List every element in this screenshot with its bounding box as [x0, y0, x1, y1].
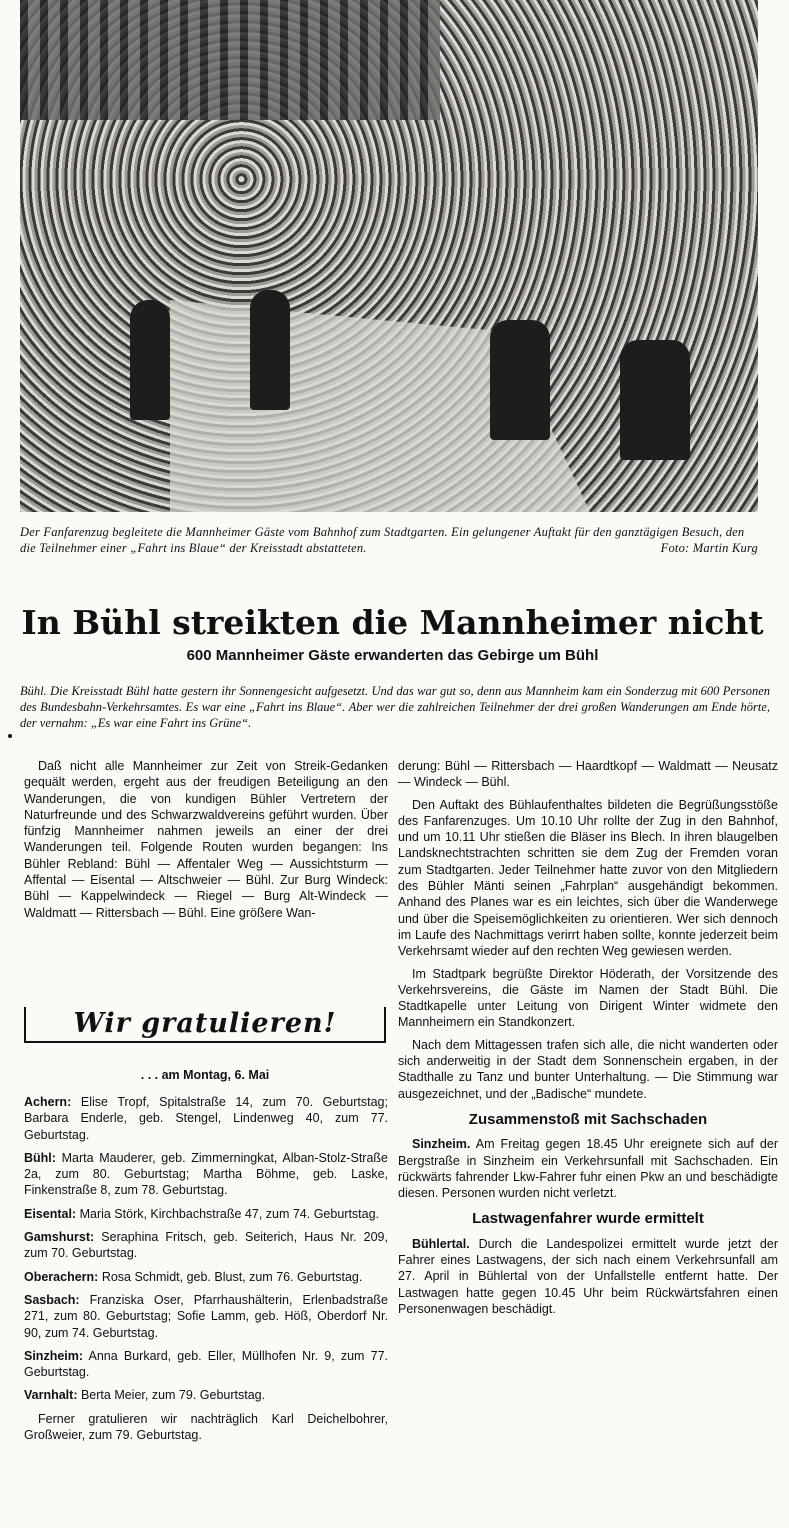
congrats-text: Maria Störk, Kirchbachstraße 47, zum 74. Geburtstag. — [76, 1206, 380, 1221]
congrats-place: Varnhalt: — [24, 1388, 78, 1403]
photo-figure — [620, 340, 690, 460]
news2-text: Durch die Landespolizei ermittelt wurde jetzt der Fahrer eines Lastwagens, der sich nach einem Verkehrsunfall am 27. April in Bühlertal von der Unfallstelle entfernt hatte. Der Lastwagen hatte gegen 10.45 Uhr beim Rückwärtsfahren einen Personenwagen beschädigt. — [398, 1236, 778, 1316]
article-right-column — [398, 758, 778, 1323]
news-photo — [20, 0, 758, 512]
article-subheadline: 600 Mannheimer Gäste erwanderten das Gebirge um Bühl — [186, 647, 599, 664]
article-lead: Bühl. Die Kreisstadt Bühl hatte gestern ihr Sonnengesicht aufgesetzt. Und das war gut so, denn aus Mannheim kam ein Sonderzug mit 600 Personen des Bundesbahn-Verkehrsamtes. Es war eine „Fahrt ins Blaue“. Aber wer die zahlreichen Teilnehmer der drei großen Wanderungen am Ende hörte, der vernahm: „Es war eine Fahrt ins Grüne“. — [20, 684, 770, 730]
congrats-place: Sinzheim: — [24, 1348, 84, 1363]
congrats-entry — [24, 1269, 388, 1285]
news2-headline: Lastwagenfahrer wurde ermittelt — [472, 1210, 704, 1228]
congrats-text: Anna Burkard, geb. Eller, Müllhofen Nr. 9, zum 77. Geburtstag. — [24, 1348, 388, 1380]
margin-dot — [8, 734, 12, 738]
congrats-entry — [24, 1094, 388, 1143]
congrats-place: Gamshurst: — [24, 1230, 95, 1245]
congrats-entry — [24, 1150, 388, 1199]
congrats-place: Oberachern: — [24, 1269, 99, 1284]
congrats-banner — [24, 1007, 386, 1043]
congrats-date: . . . am Montag, 6. Mai — [140, 1068, 270, 1082]
photo-figure — [490, 320, 550, 440]
congrats-text: Franziska Oser, Pfarrhaushälterin, Erlenbadstraße 271, zum 80. Geburtstag; Sofie Lamm, geb. Höß, Oberdorf Nr. 90, zum 74. Geburtstag. — [24, 1292, 388, 1340]
article-left-column — [24, 758, 388, 927]
congrats-entry — [24, 1229, 388, 1262]
news1-place: Sinzheim. — [412, 1137, 471, 1152]
congrats-text: Berta Meier, zum 79. Geburtstag. — [77, 1388, 266, 1403]
congrats-footer: Ferner gratulieren wir nachträglich Karl Deichelbohrer, Großweier, zum 79. Geburtstag. — [24, 1411, 388, 1443]
news2-place: Bühlertal. — [412, 1236, 470, 1251]
congrats-text: Elise Tropf, Spitalstraße 14, zum 70. Geburtstag; Barbara Enderle, geb. Stengel, Lindenweg 40, zum 77. Geburtstag. — [24, 1095, 388, 1142]
congrats-text: Rosa Schmidt, geb. Blust, zum 76. Geburtstag. — [98, 1269, 363, 1284]
article-paragraph: Daß nicht alle Mannheimer zur Zeit von Streik-Gedanken gequält werden, ergeht aus der freudigen Beteiligung an den Wanderungen, die von kundigen Bühler Vertretern der Naturfreunde und des Schwarzwaldvereins geführt wurden. Über fünfzig Mannheimer nahmen jeweils an einer der drei Wanderungen teil. Folgende Routen wurden begangen: Ins Bühler Rebland: Bühl — Affentaler Weg — Aussichtsturm — Affental — Eisental — Altschweier — Bühl. Zur Burg Windeck: Bühl — Kappelwindeck — Riegel — Burg Alt-Windeck — Waldmatt — Rittersbach — Bühl. Eine größere Wan- — [24, 759, 388, 920]
congrats-title: Wir gratulieren! — [73, 1008, 337, 1039]
news2-paragraph — [398, 1236, 778, 1317]
photo-figure — [130, 300, 170, 420]
congrats-place: Sasbach: — [24, 1292, 80, 1307]
congrats-entry — [24, 1292, 388, 1341]
congrats-list — [24, 1094, 388, 1450]
congrats-place: Eisental: — [24, 1206, 77, 1221]
news1-paragraph — [398, 1136, 778, 1201]
news1-text: Am Freitag gegen 18.45 Uhr ereignete sich auf der Bergstraße in Sinzheim ein Verkehrsunfall mit Sachschaden. Ein rückwärts fahrender Lkw-Fahrer fuhr einen Pkw an und beschädigte diesen. Personen wurden nicht verletzt. — [398, 1137, 778, 1201]
congrats-place: Bühl: — [24, 1150, 56, 1165]
congrats-text: Marta Mauderer, geb. Zimmerningkat, Alban-Stolz-Straße 2a, zum 80. Geburtstag; Martha Böhme, geb. Laske, Finkenstraße 8, zum 78. Geburtstag. — [24, 1150, 388, 1198]
article-paragraph: Den Auftakt des Bühlaufenthaltes bildeten die Begrüßungsstöße des Fanfarenzuges. Um 10.10 Uhr rollte der Zug in den Bahnhof, und um 10.11 Uhr stießen die Bläser ins Blech. In ihren blaugelben Landsknechtstrachten schritten sie dem Zug der Fremden voran zum Stadtgarten. Jeder Teilnehmer hatte zuvor von den Mitgliedern des Bühler Mänti seinen „Fahrplan“ ausgehändigt bekommen. Anhand des Planes war es ein leichtes, sich über die Wanderwege und über die Speisemöglichkeiten zu orientieren. Wer sich dennoch im Laufe des Nachmittags verirrt haben sollte, konnte jederzeit beim Verkehrsamt wieder auf den rechten Weg gewiesen werden. — [398, 797, 778, 959]
congrats-entry — [24, 1387, 388, 1403]
photo-caption — [20, 524, 758, 556]
article-paragraph: Nach dem Mittagessen trafen sich alle, die nicht wanderten oder sich anderweitig in der Stadt dem Sonnenschein ergaben, in der Stadthalle zu Tanz und bunter Unterhaltung. — Die Stimmung war ausgezeichnet, und der „Badische“ mundete. — [398, 1037, 778, 1101]
photo-building — [20, 0, 440, 120]
article-paragraph: derung: Bühl — Rittersbach — Haardtkopf — Waldmatt — Neusatz — Windeck — Bühl. — [398, 759, 778, 790]
congrats-entry — [24, 1206, 388, 1222]
caption-text: Der Fanfarenzug begleitete die Mannheimer Gäste vom Bahnhof zum Stadtgarten. Ein gelungener Auftakt für den ganztägigen Besuch, den die Teilnehmer einer „Fahrt ins Blaue“ der Kreisstadt abstatteten. — [20, 525, 745, 555]
article-headline: In Bühl streikten die Mannheimer nicht — [21, 603, 764, 642]
congrats-text: Seraphina Fritsch, geb. Seiterich, Haus Nr. 209, zum 70. Geburtstag. — [24, 1230, 388, 1261]
congrats-place: Achern: — [24, 1095, 72, 1109]
photo-figure — [250, 290, 290, 410]
congrats-entry — [24, 1348, 388, 1381]
news1-headline: Zusammenstoß mit Sachschaden — [468, 1110, 708, 1128]
article-paragraph: Im Stadtpark begrüßte Direktor Höderath, der Vorsitzende des Verkehrsvereins, die Gäste im Namen der Stadt Bühl. Die Stadtkapelle unter Leitung von Dirigent Winter widmete den Mannheimern ein Standkonzert. — [398, 966, 778, 1030]
photo-credit: Foto: Martin Kurg — [660, 541, 758, 555]
